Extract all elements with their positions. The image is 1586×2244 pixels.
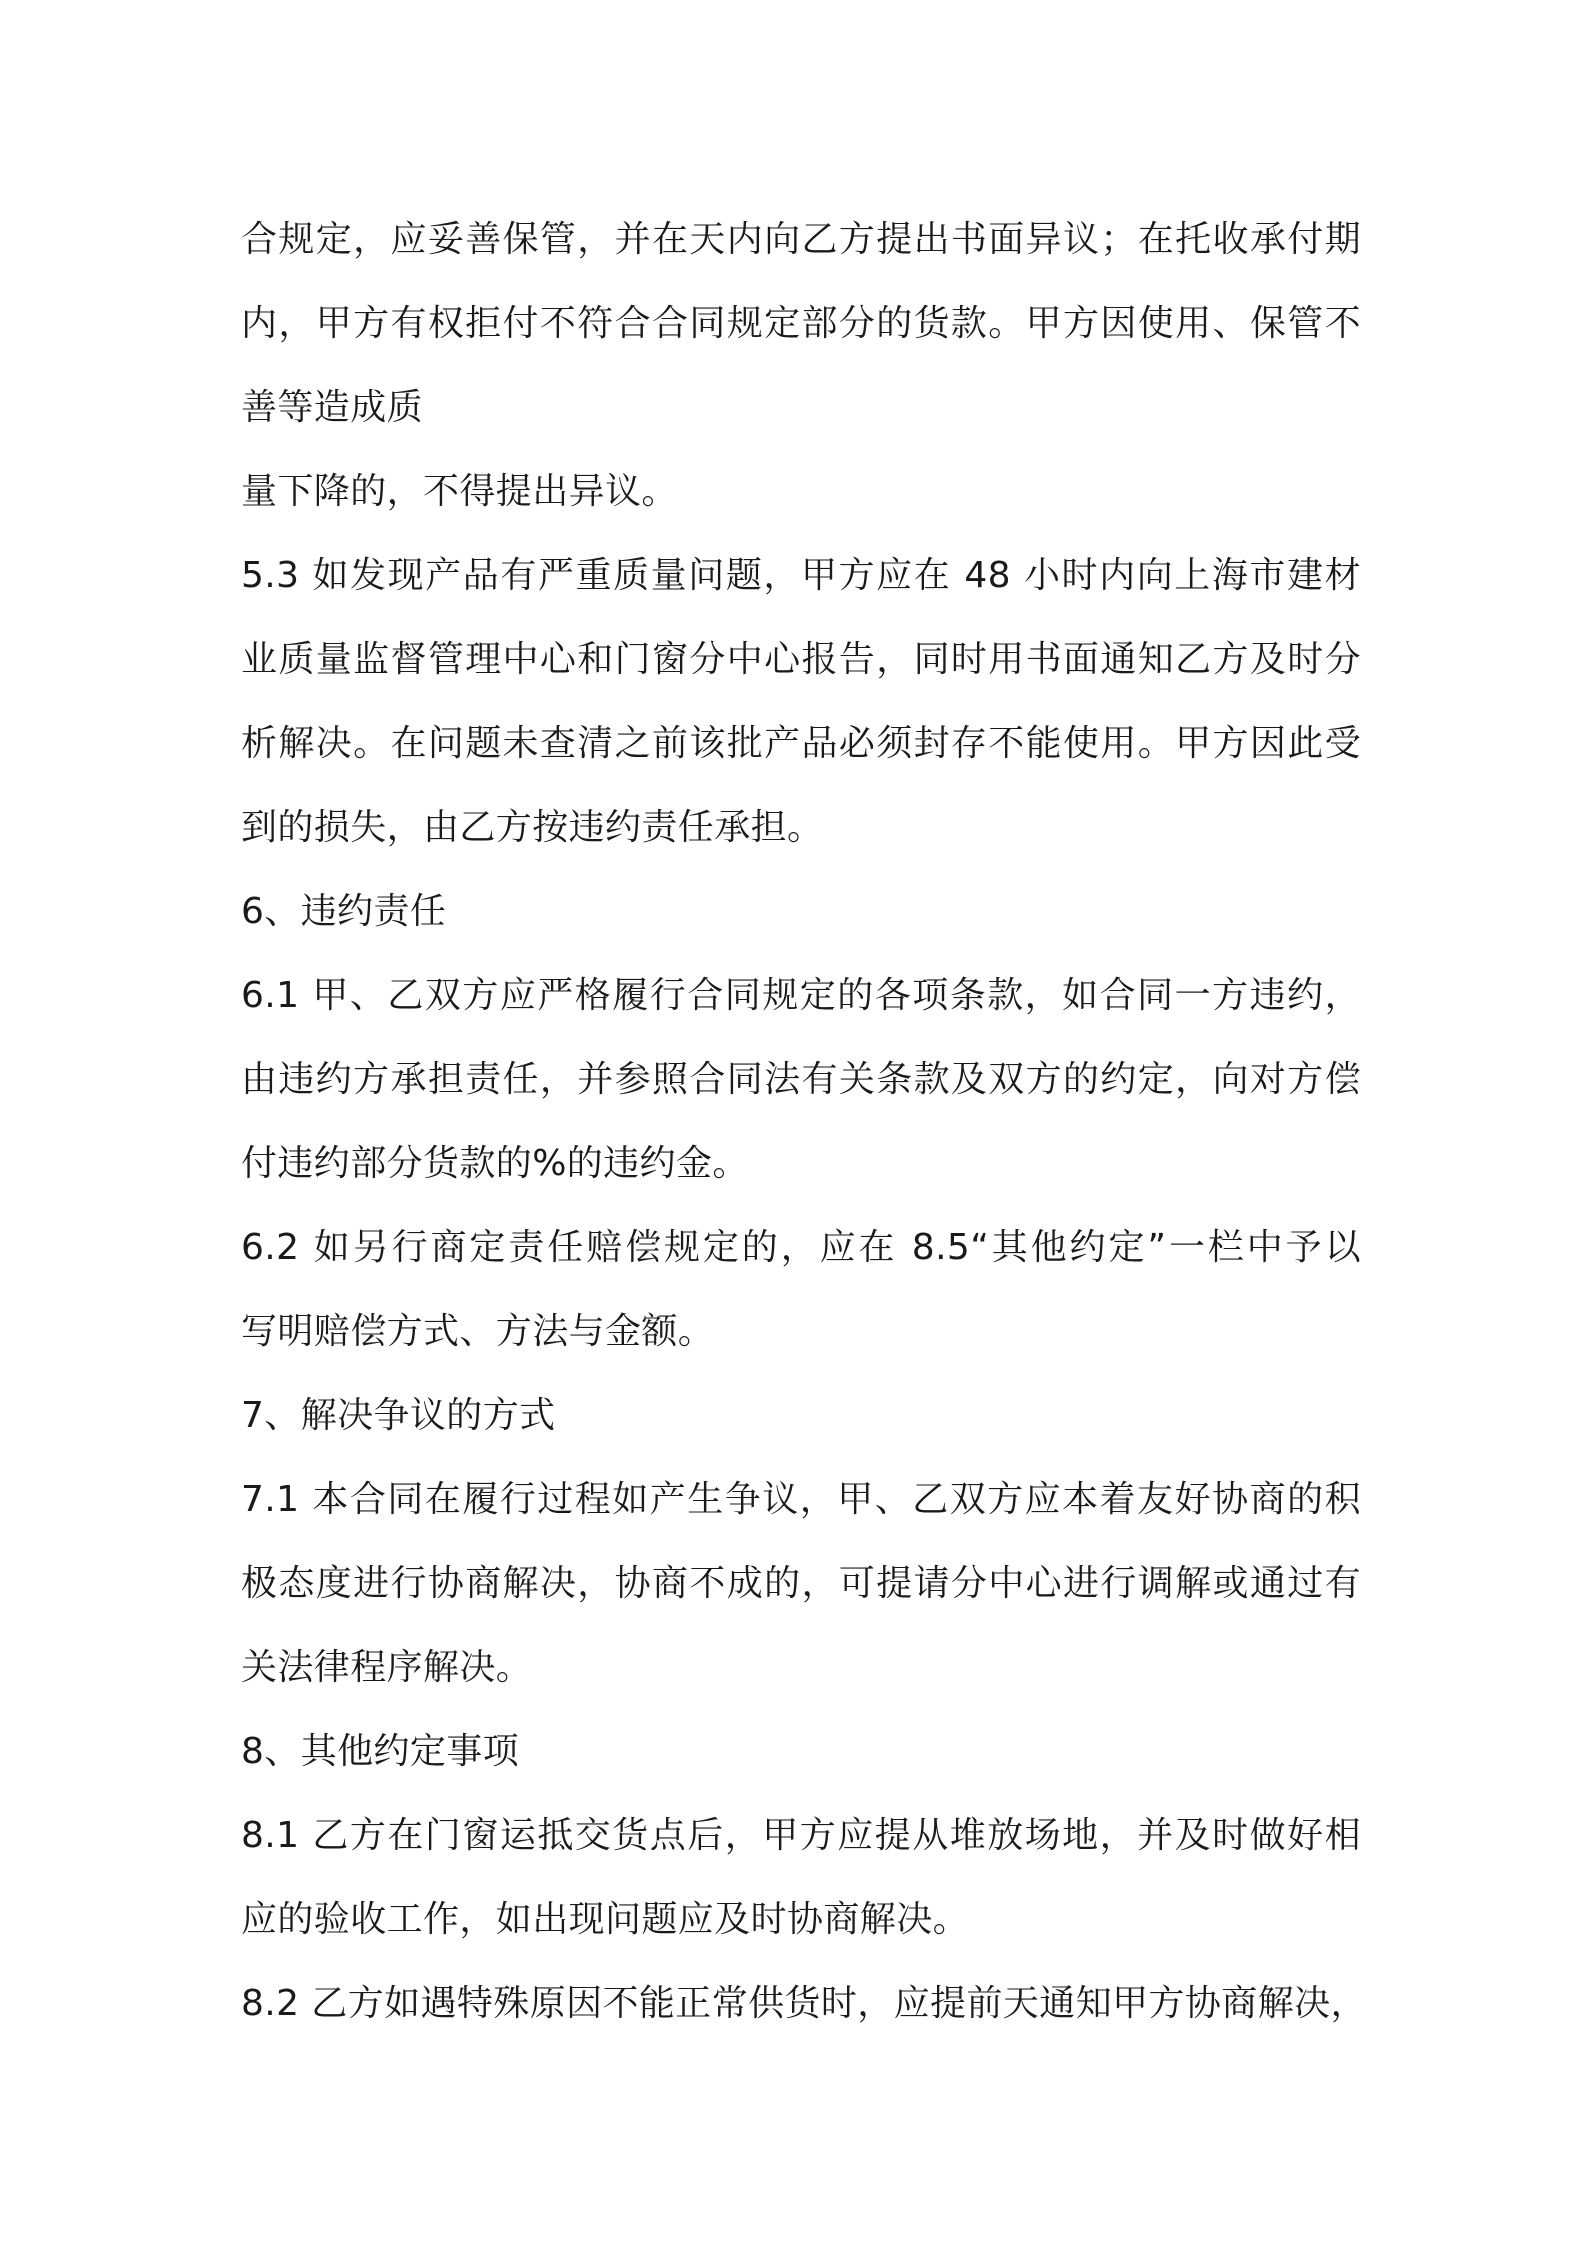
text-line: 析解决。在问题未查清之前该批产品必须封存不能使用。甲方因此受 [241,723,1361,764]
text-line: 6.1 甲、乙双方应严格履行合同规定的各项条款，如合同一方违约， [241,975,1361,1016]
text-line: 关法律程序解决。 [241,1647,533,1688]
text-line: 善等造成质 [241,387,424,428]
text-line: 8.2 乙方如遇特殊原因不能正常供货时，应提前天通知甲方协商解决， [241,1983,1367,2024]
text-line: 量下降的，不得提出异议。 [241,471,678,512]
text-line: 6.2 如另行商定责任赔偿规定的，应在 8.5“其他约定”一栏中予以 [241,1227,1361,1268]
text-line: 到的损失，由乙方按违约责任承担。 [241,807,824,848]
text-line: 由违约方承担责任，并参照合同法有关条款及双方的约定，向对方偿 [241,1059,1361,1100]
text-line: 7.1 本合同在履行过程如产生争议，甲、乙双方应本着友好协商的积 [241,1479,1361,1520]
text-line: 写明赔偿方式、方法与金额。 [241,1311,715,1352]
section-heading: 8、其他约定事项 [241,1731,520,1772]
text-line: 业质量监督管理中心和门窗分中心报告，同时用书面通知乙方及时分 [241,639,1361,680]
text-line: 应的验收工作，如出现问题应及时协商解决。 [241,1899,970,1940]
text-line: 内，甲方有权拒付不符合合同规定部分的货款。甲方因使用、保管不 [241,303,1361,344]
text-line: 5.3 如发现产品有严重质量问题，甲方应在 48 小时内向上海市建材 [241,555,1361,596]
text-line: 合规定，应妥善保管，并在天内向乙方提出书面异议；在托收承付期 [241,219,1361,260]
text-line: 极态度进行协商解决，协商不成的，可提请分中心进行调解或通过有 [241,1563,1361,1604]
document-body [241,198,1367,2046]
text-line: 8.1 乙方在门窗运抵交货点后，甲方应提从堆放场地，并及时做好相 [241,1815,1361,1856]
text-line: 付违约部分货款的%的违约金。 [241,1143,749,1184]
section-heading: 7、解决争议的方式 [241,1395,556,1436]
section-heading: 6、违约责任 [241,891,447,932]
